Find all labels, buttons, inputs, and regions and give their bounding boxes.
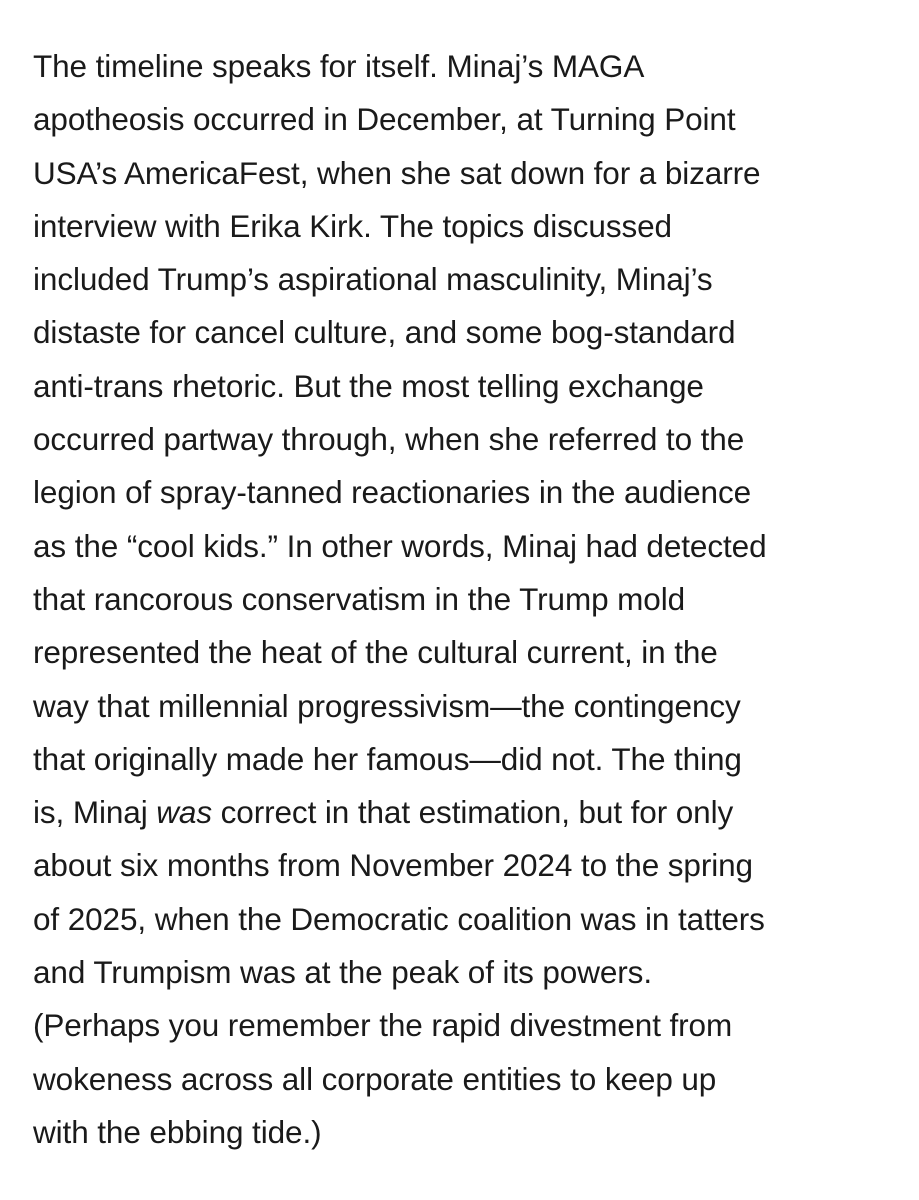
paragraph-line-3: USA’s AmericaFest, when she sat down for a bizarre (33, 154, 761, 191)
line-15-pre: is, Minaj (33, 794, 157, 831)
paragraph-line-1: The timeline speaks for itself. Minaj’s MAGA (33, 48, 645, 84)
paragraph-line-9: legion of spray-tanned reactionaries in the audience (33, 474, 752, 511)
emphasized-word: was (156, 794, 212, 831)
paragraph-line-14: that originally made her famous—did not. The thing (33, 740, 742, 777)
paragraph-line-13: way that millennial progressivism—the contingency (33, 687, 741, 724)
paragraph-line-4: interview with Erika Kirk. The topics discussed (33, 207, 672, 244)
line-15-post: correct in that estimation, but for only (212, 794, 734, 831)
paragraph-line-16: about six months from November 2024 to the spring (33, 847, 753, 884)
paragraph-line-15 (33, 786, 903, 839)
paragraph-line-17: of 2025, when the Democratic coalition was in tatters (33, 900, 765, 937)
paragraph-line-19: (Perhaps you remember the rapid divestment from (33, 1007, 733, 1044)
paragraph-line-2: apotheosis occurred in December, at Turning Point (33, 101, 736, 138)
paragraph-line-21: with the ebbing tide.) (33, 1113, 322, 1150)
paragraph-line-7: anti-trans rhetoric. But the most telling exchange (33, 367, 704, 404)
paragraph-line-6: distaste for cancel culture, and some bog-standard (33, 314, 736, 351)
article-paragraph (33, 40, 903, 1159)
paragraph-line-10: as the “cool kids.” In other words, Minaj had detected (33, 527, 767, 564)
paragraph-line-5: included Trump’s aspirational masculinity, Minaj’s (33, 261, 713, 298)
paragraph-line-8: occurred partway through, when she referred to the (33, 421, 745, 458)
vertical-scrollbar[interactable] (913, 0, 919, 1200)
paragraph-line-11: that rancorous conservatism in the Trump mold (33, 580, 686, 617)
paragraph-line-20: wokeness across all corporate entities to keep up (33, 1060, 717, 1097)
paragraph-line-12: represented the heat of the cultural current, in the (33, 634, 718, 671)
paragraph-line-18: and Trumpism was at the peak of its powers. (33, 954, 652, 991)
